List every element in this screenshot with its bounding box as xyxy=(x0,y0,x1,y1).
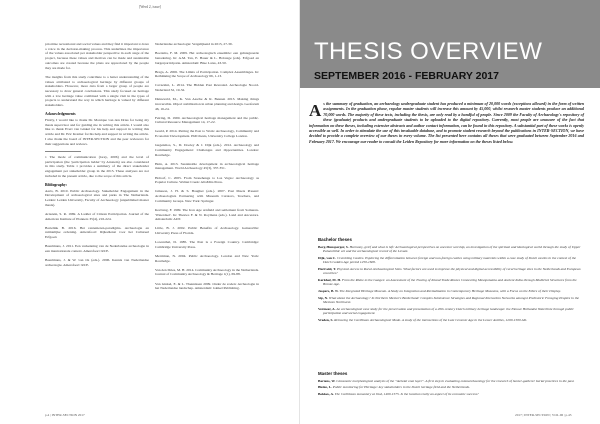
thesis-entry xyxy=(318,296,584,305)
thesis-title: Physical Access to Rural Archaeological Sites. What factors are used to improve the physical and digital accessibility of rural heritage sites in the Netherlands and European countries? xyxy=(323,266,581,276)
thesis-author: Hartveld, T. xyxy=(318,266,337,271)
thesis-author: Bartens, W. xyxy=(318,378,336,383)
body-paragraph: The insights from this study contribute to a better understanding of the values attributed to archaeological heritage by different groups of stakeholders. However, more data from a larger group of people are necessary to draw general conclusions. This study focused on heritage with a low heritage value combined with a single visit in the types of projects to understand the way in which heritage is valued by different stakeholders. xyxy=(45,74,149,108)
reference-item: Bazelmans, J. & W. van Os (eds.). 2006. Kennis van Nederlandse archeologie. Amersfoort: RCE. xyxy=(45,257,149,267)
thesis-title: The Integrated Heritage Museum. A Study on Integration and Revitalization in Contemporary Heritage Museums, with a Focus on the Ethics of their Display. xyxy=(339,288,561,293)
thesis-author: Bokkes, A. xyxy=(318,391,334,396)
reference-item: Van Ginkel, E. & L. Theunissen 2009. Onder de zoden: Archeologie in het Nederlandse landschap. Amsterdam: Ginkel Publishing. xyxy=(155,281,259,291)
footnote: 1 The mode of communication (Grey, 2006) and the level of participation (the 'participation ladder' by Arnstein) are also considered in this study. Table 1 provides a summary of the direct stakeholder engagement per stakeholder group in the 2015. These analyses are not included in the present article, due to the scope of this article. xyxy=(45,154,149,178)
reference-item: Hein, A. 2013. Sustainable development in archaeological heritage management. World Archaeology 45(3), 337-351. xyxy=(155,161,259,171)
reference-item: Bartelink B. 2016. Het rentenieren-paradigma. Archeologie en ruimtelijke ordening. Amersfoort: Rijksdienst voor het Cultureel Erfgoed. xyxy=(45,225,149,240)
thesis-title: From the Rhine to the Ganges: an Assessment of the Tracing of Inland Trade Routes Connecting Mesopotamia and Ancient India through Mudbrick Structures from the Bronze Age. xyxy=(323,277,577,287)
thesis-title: What about the Archaeology? In Northern Mexico's Borderland: Complex Subsistence Strategies and Regional Interaction Networks amongst Prehistoric Foraging Peoples in the Mexican Northwest. xyxy=(323,295,580,305)
acknowledgements-heading: Acknowledgements xyxy=(45,112,76,117)
bibliography-heading: Bibliography: xyxy=(45,182,67,187)
thesis-entry xyxy=(318,307,584,316)
reference-item: Arnstein, S. R. 1969. A Ladder of Citizen Participation. Journal of the American Institute of Planners 35(4), 216-224. xyxy=(45,211,149,221)
thesis-author: Borg-Hunsperger, S. xyxy=(318,244,349,249)
reference-item: Lowenthal, D. 1985. The Past is a Foreign Country. Cambridge: Cambridge University Press. xyxy=(155,240,259,249)
footer-left: p.4 | INTER-SECTION 2017 xyxy=(45,413,85,417)
acknowledgements-text: Firstly, I would like to thank Dr. Monique van den Dries for being my thesis supervisor and for guiding me in writing this article. I would also like to thank Evert van Ginkel for his help and support in writing this article and Dr. Eric Kramer for his help and support in writing the article. I also thank the board of INTER-SECTION and the peer reviewers for their suggestions and reviews. xyxy=(45,118,149,146)
thesis-title: Retracing the Caribbean Archaeological Mode. A study of the interactions of the Late Ceramic Age in the Lesser Antilles, 1200-1500 AD. xyxy=(334,317,528,322)
left-column-a xyxy=(45,42,149,272)
drop-cap: A xyxy=(309,101,322,120)
reference-item: Duineveld, M., K. Van Assche & R. Beunen 2013. Making things irreversible. Object stabilization in urban planning and design. Geoforum 46, 16-24. xyxy=(155,97,260,111)
banner-subtitle: SEPTEMBER 2016 - FEBRUARY 2017 xyxy=(314,70,499,82)
thesis-entry xyxy=(318,379,584,383)
thesis-entry xyxy=(318,278,584,287)
thesis-entry xyxy=(318,318,584,322)
running-head: [Werd 2, issue] xyxy=(139,5,161,9)
reference-item: Little, B. J. 2002. Public Benefits of Archaeology. Gainesville: University Press of Florida. xyxy=(155,226,259,236)
intro-text: s the summary of graduation, an archaeology undergraduate student has produced a minimum of 20,000 words (exceptions allowed) in the form of written assignments. In the graduation phase, regular master students will increase this amount by 45,000, whilst research master students produce an additional 70,000 words. The majority of these texts, including the thesis, are only read by a handful of people. Since 2009 the Faculty of Archaeology's repository of these (graduate) products and undergraduate students to be uploaded to the digital repository. Currently, most people are unaware of the fact that information on these theses, including extensive abstracts and author contact information, can be found in this repository. A substantial part of these works is openly accessible as well. In order to stimulate the use of this invaluable database, and to promote student research beyond the publications in INTER-SECTION, we have decided to provide a complete overview of our theses in every volume. The list presented here contains all theses that were graduated between September 2016 and February 2017. We encourage our reader to consult the Leiden Repository for more information on the theses listed below. xyxy=(309,101,584,144)
reference-item: Kortlang, F. 1999. The Iron Age urnfield and settlement from Someren-'Waterdael'. In: Theuws F. & N. Roymans (eds.). Land and Ancestors. Amsterdam: AUP. xyxy=(155,207,259,222)
thesis-title: Glossozoic morphological analysis of the "skeletal coat layer". A first step in evaluating osteoarchaeology for the research of hunter-gatherer burial practices in the past. xyxy=(336,378,575,383)
thesis-overview-banner xyxy=(300,0,600,88)
thesis-author: Bleize, L. xyxy=(318,385,332,390)
thesis-author: Dijk, van C. xyxy=(318,255,337,260)
body-paragraph: prioritise recreational and social values and they find it important to have a voice in the decision-making process. This underlines the importance of the values associated per stakeholder perspective in each stage of the project, because these values and motives can be made and sustainable outcomes are created because the plans are appreciated by the people they are made for. xyxy=(45,42,149,70)
footer-right: 2017 | INTER-SECTION | VOL.III | p.43 xyxy=(515,413,572,417)
thesis-title: Crumbling Castles. Exploring the differentiation between foreign and non-foreign castles using military materials within a case study of Dutch castles in the context of the Dutch Golden Age period 1250-1600. xyxy=(323,255,577,265)
footnote-divider xyxy=(45,151,81,152)
thesis-title: Public monitoring for Heritage: key stakeholders in the Dutch heritage field and the Netherlands. xyxy=(332,385,470,390)
thesis-entry xyxy=(318,385,584,389)
reference-item: Cavazzini, L. 2014. The Hidden Past Revealed. Archeologie Noord-Nederland 32, 19-32. xyxy=(155,83,259,93)
left-column-b xyxy=(155,42,259,295)
thesis-title: An archaeological case study for the preservation and presentation of a 20th century Dutch military heritage landscape: the Nieuwe Hollandse Waterlinie through public participation and social engagement. xyxy=(323,306,574,316)
thesis-author: Kerkhof, M. H. xyxy=(318,277,342,282)
reference-item: Jameson, J. H. & S. Baugher (eds.). 2007. Past Meets Present: Archaeologists Partnering with Museum Curators, Teachers, and Community Groups. New York: Springer. xyxy=(155,189,259,203)
reference-item: Feiring, D. 1990. Archaeological heritage management and the public. Cultural Resource Management 14, 17-22. xyxy=(155,115,259,125)
master-theses-section xyxy=(318,371,584,399)
reference-item: Boersma, F. M. 2009. Het archeologisch ensemble: een geïntegreerde benadering. In: A.M. Tan, E. Bauer & L. Holstege (eds). Erfgoed en burgerparticipatie. Amsterdam: Blue Lotus, 43-50. xyxy=(155,51,259,65)
reference-item: Bazelmans, J. 2011. Een verkenning van de Nederlandse archeologie in een internationale context. Amersfoort: RCE. xyxy=(45,244,149,253)
thesis-author: Vermeer, A. xyxy=(318,306,336,311)
thesis-author: Jaspers, B. N. xyxy=(318,288,339,293)
bachelor-heading: Bachelor theses xyxy=(318,237,352,242)
bachelor-theses-section xyxy=(318,237,584,324)
master-heading: Master theses xyxy=(318,371,348,376)
thesis-title: The Caribbean monastery at Oud, 1400-1575. Is the location really an aspect of its economic success? xyxy=(334,391,479,396)
thesis-entry xyxy=(318,392,584,396)
reference-item: Van den Dries, M. H. 2014. Community Archaeology in the Netherlands. Journal of Community Archaeology & Heritage 1(1), 69-88. xyxy=(155,267,259,277)
reference-item: Gould, P. 2014. Putting the Past to Work: Archaeology, Community and Economic Development. PhD thesis, University College London. xyxy=(155,129,259,139)
thesis-entry xyxy=(318,289,584,293)
reference-item: Aarts, B. 2010. Public Archaeology. Stakeholder Engagement in the Development of archaeological sites and parks in The Netherlands. Leiden: Leiden University, Faculty of Archaeology (unpublished master thesis). xyxy=(45,188,149,207)
reference-item: Nederlandse archeologie: Vergelijkend in 2015, 27-39. xyxy=(155,42,233,46)
reference-item: Gugenmos, S., D. Dooley & J. Dijk (eds.). 2012. Archaeology and Community Engagement: Challenges and Opportunities. London: Routledge. xyxy=(155,143,259,157)
thesis-title: Harmony, grief and what is left: Archaeological perspectives on ancestor worship, an investigation of the spiritual and ideological world through the study of Upper Palaeolithic art and the archaeological record of the Levant. xyxy=(323,244,581,254)
thesis-author: Vreden, S. xyxy=(318,317,334,322)
banner-title: THESIS OVERVIEW xyxy=(314,38,543,65)
thesis-entry xyxy=(318,245,584,254)
thesis-entry xyxy=(318,267,584,276)
thesis-entry xyxy=(318,256,584,265)
intro-paragraph xyxy=(309,101,584,144)
reference-item: Holtorf, C. 2005. From Stonehenge to Las Vegas: Archaeology as Popular Culture. Walnut Creek: AltaMira Press. xyxy=(155,175,259,185)
reference-item: Braga, A. 2006. The Limits of Participation. Complex Assemblages. In: Rethinking the Scope of Archaeology 66, 1-13. xyxy=(155,69,259,79)
reference-item: Merriman, N. 2004. Public Archaeology. London and New York: Routledge. xyxy=(155,253,259,263)
thesis-author: Sip, N. xyxy=(318,295,329,300)
